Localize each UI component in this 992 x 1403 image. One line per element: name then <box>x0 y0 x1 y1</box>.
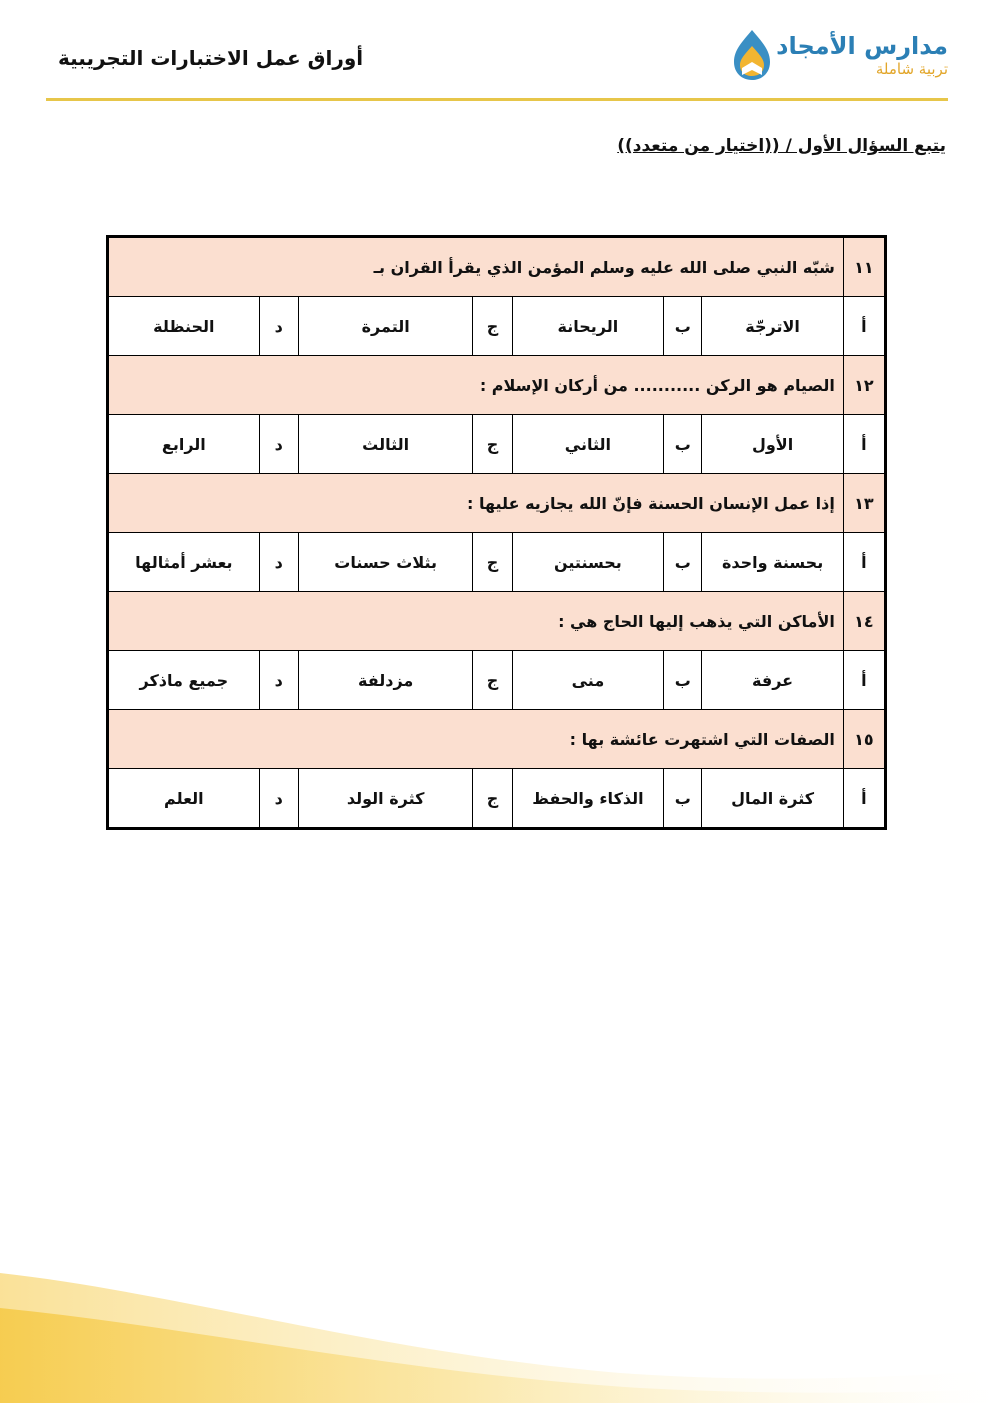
option-choice[interactable]: الثالث <box>298 415 473 474</box>
question-number: ١٥ <box>843 710 885 769</box>
option-choice[interactable]: عرفة <box>702 651 844 710</box>
brand-name: مدارس الأمجاد <box>776 32 948 60</box>
option-choice[interactable]: منى <box>512 651 664 710</box>
options-row <box>108 533 886 592</box>
option-choice[interactable]: الأول <box>702 415 844 474</box>
option-choice[interactable]: بحسنتين <box>512 533 664 592</box>
option-choice[interactable]: الحنظلة <box>108 297 260 356</box>
question-number: ١١ <box>843 237 885 297</box>
option-choice[interactable]: جميع ماذكر <box>108 651 260 710</box>
option-letter: أ <box>843 533 885 592</box>
option-choice[interactable]: بحسنة واحدة <box>702 533 844 592</box>
option-choice[interactable]: العلم <box>108 769 260 829</box>
option-letter: ج <box>473 533 512 592</box>
question-text: شبّه النبي صلى الله عليه وسلم المؤمن الذي يقرأ القران بـ <box>108 237 844 297</box>
option-letter: ب <box>664 651 702 710</box>
option-choice[interactable]: الذكاء والحفظ <box>512 769 664 829</box>
question-text: الصيام هو الركن ........... من أركان الإسلام : <box>108 356 844 415</box>
options-row <box>108 769 886 829</box>
question-row <box>108 474 886 533</box>
page-header <box>46 18 948 101</box>
question-number: ١٤ <box>843 592 885 651</box>
option-letter: ج <box>473 769 512 829</box>
multiple-choice-table <box>106 235 887 830</box>
option-choice[interactable]: كثرة المال <box>702 769 844 829</box>
option-letter: ب <box>664 769 702 829</box>
school-logo-icon <box>728 28 776 82</box>
option-letter: د <box>259 769 298 829</box>
footer-wave-decoration <box>0 1253 992 1403</box>
document-title: أوراق عمل الاختبارات التجريبية <box>58 46 364 70</box>
option-letter: ب <box>664 415 702 474</box>
option-letter: ج <box>473 297 512 356</box>
option-letter: د <box>259 415 298 474</box>
option-choice[interactable]: الاترجّة <box>702 297 844 356</box>
option-letter: ب <box>664 297 702 356</box>
options-row <box>108 297 886 356</box>
option-choice[interactable]: الريحانة <box>512 297 664 356</box>
school-brand <box>718 28 948 82</box>
question-number: ١٣ <box>843 474 885 533</box>
option-choice[interactable]: الرابع <box>108 415 260 474</box>
quiz-body <box>108 237 886 829</box>
options-row <box>108 651 886 710</box>
option-letter: أ <box>843 297 885 356</box>
options-row <box>108 415 886 474</box>
option-letter: ب <box>664 533 702 592</box>
question-text: إذا عمل الإنسان الحسنة فإنّ الله يجازيه عليها : <box>108 474 844 533</box>
option-choice[interactable]: بعشر أمثالها <box>108 533 260 592</box>
question-row <box>108 592 886 651</box>
question-text: الأماكن التي يذهب إليها الحاج هي : <box>108 592 844 651</box>
brand-tagline: تربية شاملة <box>875 60 948 78</box>
option-letter: د <box>259 533 298 592</box>
option-choice[interactable]: الثاني <box>512 415 664 474</box>
section-title: يتبع السؤال الأول / ((اختيار من متعدد)) <box>617 136 946 156</box>
question-row <box>108 237 886 297</box>
option-choice[interactable]: كثرة الولد <box>298 769 473 829</box>
option-letter: ج <box>473 651 512 710</box>
question-number: ١٢ <box>843 356 885 415</box>
question-row <box>108 356 886 415</box>
option-choice[interactable]: مزدلفة <box>298 651 473 710</box>
option-letter: ج <box>473 415 512 474</box>
option-letter: أ <box>843 651 885 710</box>
option-letter: د <box>259 297 298 356</box>
option-choice[interactable]: التمرة <box>298 297 473 356</box>
question-row <box>108 710 886 769</box>
option-letter: د <box>259 651 298 710</box>
option-choice[interactable]: بثلاث حسنات <box>298 533 473 592</box>
question-text: الصفات التي اشتهرت عائشة بها : <box>108 710 844 769</box>
option-letter: أ <box>843 769 885 829</box>
brand-text <box>776 32 948 78</box>
option-letter: أ <box>843 415 885 474</box>
